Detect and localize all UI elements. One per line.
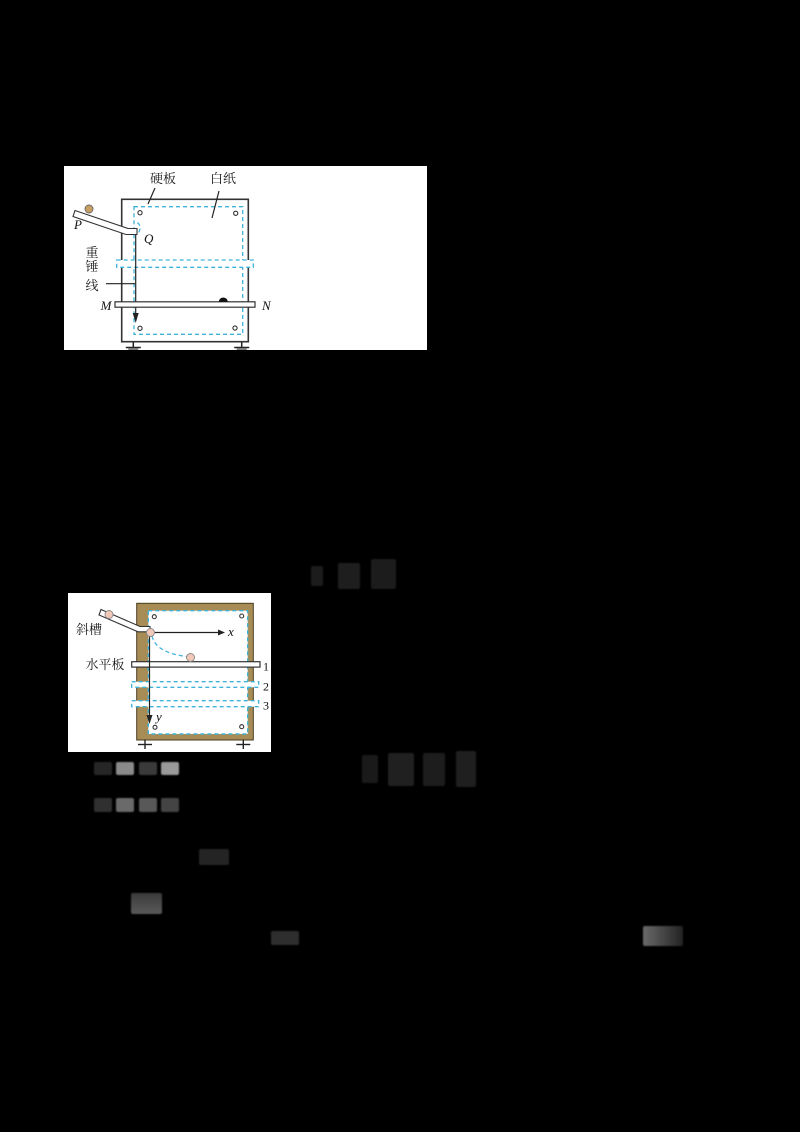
figure-coordinate-board	[68, 593, 271, 752]
faint-text-remnant	[338, 563, 360, 589]
stand-feet	[126, 342, 249, 348]
plumb-line-label	[85, 245, 98, 293]
faint-text-remnant	[388, 753, 414, 786]
pin-icon	[234, 211, 238, 215]
svg-text:锤: 锤	[85, 259, 99, 274]
faint-text-remnant	[311, 566, 323, 586]
point-p-label: P	[74, 217, 82, 232]
faint-text-remnant	[139, 798, 157, 812]
point-m-label: M	[100, 298, 112, 313]
faint-text-remnant	[131, 893, 162, 914]
faint-text-remnant	[423, 753, 445, 786]
point-q-label: Q	[144, 231, 154, 246]
svg-text:线: 线	[85, 278, 99, 293]
pin-icon	[240, 725, 244, 729]
svg-text:重: 重	[85, 245, 99, 260]
inclined-chute-label: 斜槽	[75, 622, 103, 637]
foot-pad	[237, 348, 247, 350]
faint-text-remnant	[362, 755, 378, 783]
faint-text-remnant	[94, 798, 112, 812]
y-axis-label: y	[156, 709, 162, 724]
hardboard-panel	[122, 199, 249, 341]
position-1-label: 1	[263, 659, 269, 674]
figure-vertical-board	[64, 166, 427, 350]
pin-icon	[153, 725, 157, 729]
steel-ball	[85, 205, 93, 213]
pin-icon	[240, 614, 244, 618]
pin-icon	[233, 326, 237, 330]
horizontal-board-label: 水平板	[85, 657, 125, 672]
faint-text-remnant	[161, 798, 179, 812]
point-n-label: N	[262, 298, 271, 313]
faint-text-remnant	[94, 762, 112, 775]
steel-ball-at-origin	[147, 629, 155, 637]
position-2-label: 2	[263, 679, 269, 694]
white-paper-label: 白纸	[209, 171, 237, 186]
faint-text-remnant	[371, 559, 396, 589]
faint-text-remnant	[199, 849, 229, 865]
faint-text-remnant	[643, 926, 683, 946]
ruler-mn	[115, 302, 255, 307]
figure-vertical-board-card	[64, 166, 427, 350]
hardboard-label: 硬板	[149, 171, 177, 186]
x-axis-label: x	[228, 624, 234, 639]
faint-text-remnant	[116, 762, 134, 775]
steel-ball-on-trajectory	[187, 654, 195, 662]
faint-text-remnant	[139, 762, 157, 775]
faint-text-remnant	[116, 798, 134, 812]
position-3-label: 3	[263, 698, 269, 713]
faint-text-remnant	[456, 751, 476, 787]
paper-strip-outline	[117, 260, 254, 267]
strip-position-2	[132, 682, 259, 688]
faint-text-remnant	[161, 762, 179, 775]
pin-icon	[138, 326, 142, 330]
stand-feet	[138, 740, 250, 750]
pin-icon	[152, 615, 156, 619]
pin-icon	[138, 211, 142, 215]
horizontal-board-bar	[132, 662, 260, 667]
steel-ball	[105, 611, 113, 619]
strip-position-3	[132, 701, 259, 707]
faint-text-remnant	[271, 931, 299, 945]
figure-coordinate-board-card	[68, 593, 271, 752]
foot-pad	[128, 348, 138, 350]
